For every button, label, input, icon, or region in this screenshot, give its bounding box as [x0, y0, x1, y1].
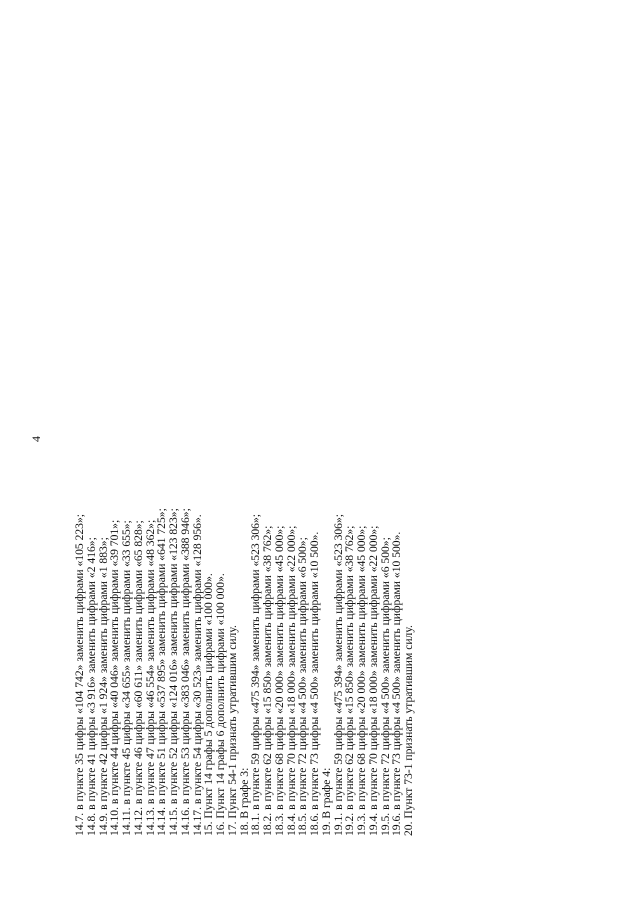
text-line: 19.1. в пункте 59 цифры «475 394» заменить цифрами «523 306»; [331, 514, 345, 836]
text-line: 14.7. в пункте 35 цифры «104 742» заменить цифрами «105 223»; [73, 514, 86, 836]
text-line: 16. Пункт 14 графы 6 дополнить цифрами «100 000». [214, 573, 227, 836]
document-body [74, 376, 586, 836]
text-line: 18. В графе 3: [237, 767, 251, 836]
text-line: 14.13. в пункте 47 цифры «46 554» заменить цифрами «48 362»; [143, 519, 157, 836]
text-line: 15. Пункт 14 графы 5 дополнить цифрами «100 000». [202, 573, 216, 836]
text-line: 20. Пункт 73-1 признать утратившим силу. [402, 625, 415, 836]
text-line: 14.9. в пункте 42 цифры «1 924» заменить цифрами «1 883»; [96, 537, 110, 836]
page-number: 4 [29, 436, 43, 442]
text-line: 18.1. в пункте 59 цифры «475 394» заменить цифрами «523 306»; [249, 514, 263, 836]
text-line: 14.8. в пункте 41 цифры «3 916» заменить цифрами «2 416»; [84, 537, 98, 836]
text-line: 19.5. в пункте 72 цифры «4 500» заменить цифрами «6 500»; [378, 537, 392, 836]
text-line: 14.11. в пункте 45 цифры «34 655» заменить цифрами «33 655»; [120, 520, 133, 836]
text-line: 18.2. в пункте 62 цифры «15 850» заменить цифрами «38 762»; [261, 525, 274, 836]
text-line: 19.6. в пункте 73 цифры «4 500» заменить цифрами «10 500». [390, 531, 404, 836]
text-line: 19.3. в пункте 68 цифры «20 000» заменить цифрами «45 000»; [355, 525, 368, 836]
text-line: 14.16. в пункте 53 цифры «383 046» заменить цифрами «388 946»; [178, 508, 192, 836]
text-line: 18.6. в пункте 73 цифры «4 500» заменить цифрами «10 500». [308, 531, 321, 836]
text-line: 19. В графе 4: [319, 767, 333, 836]
text-line: 14.17. в пункте 54 цифры «30 523» заменить цифрами «128 956». [190, 514, 204, 836]
text-line: 18.5. в пункте 72 цифры «4 500» заменить цифрами «6 500»; [296, 537, 310, 836]
text-line: 19.2. в пункте 62 цифры «15 850» заменить цифрами «38 762»; [343, 525, 357, 836]
text-line: 14.10. в пункте 44 цифры «40 046» заменить цифрами «39 701»; [108, 519, 122, 836]
text-line: 18.3. в пункте 68 цифры «20 000» заменить цифрами «45 000»; [272, 525, 286, 836]
text-line: 14.15. в пункте 52 цифры «124 016» заменить цифрами «123 823»; [167, 508, 180, 836]
text-line: 19.4. в пункте 70 цифры «18 000» заменить цифрами «22 000»; [366, 525, 380, 836]
text-line: 14.14. в пункте 51 цифры «537 895» заменить цифрами «641 725»; [155, 508, 169, 836]
text-line: 14.12. в пункте 46 цифры «60 611» заменить цифрами «65 828»; [131, 520, 145, 836]
text-line: 18.4. в пункте 70 цифры «18 000» заменить цифрами «22 000»; [284, 525, 298, 836]
text-line: 17. Пункт 54-1 признать утратившим силу. [225, 625, 239, 836]
